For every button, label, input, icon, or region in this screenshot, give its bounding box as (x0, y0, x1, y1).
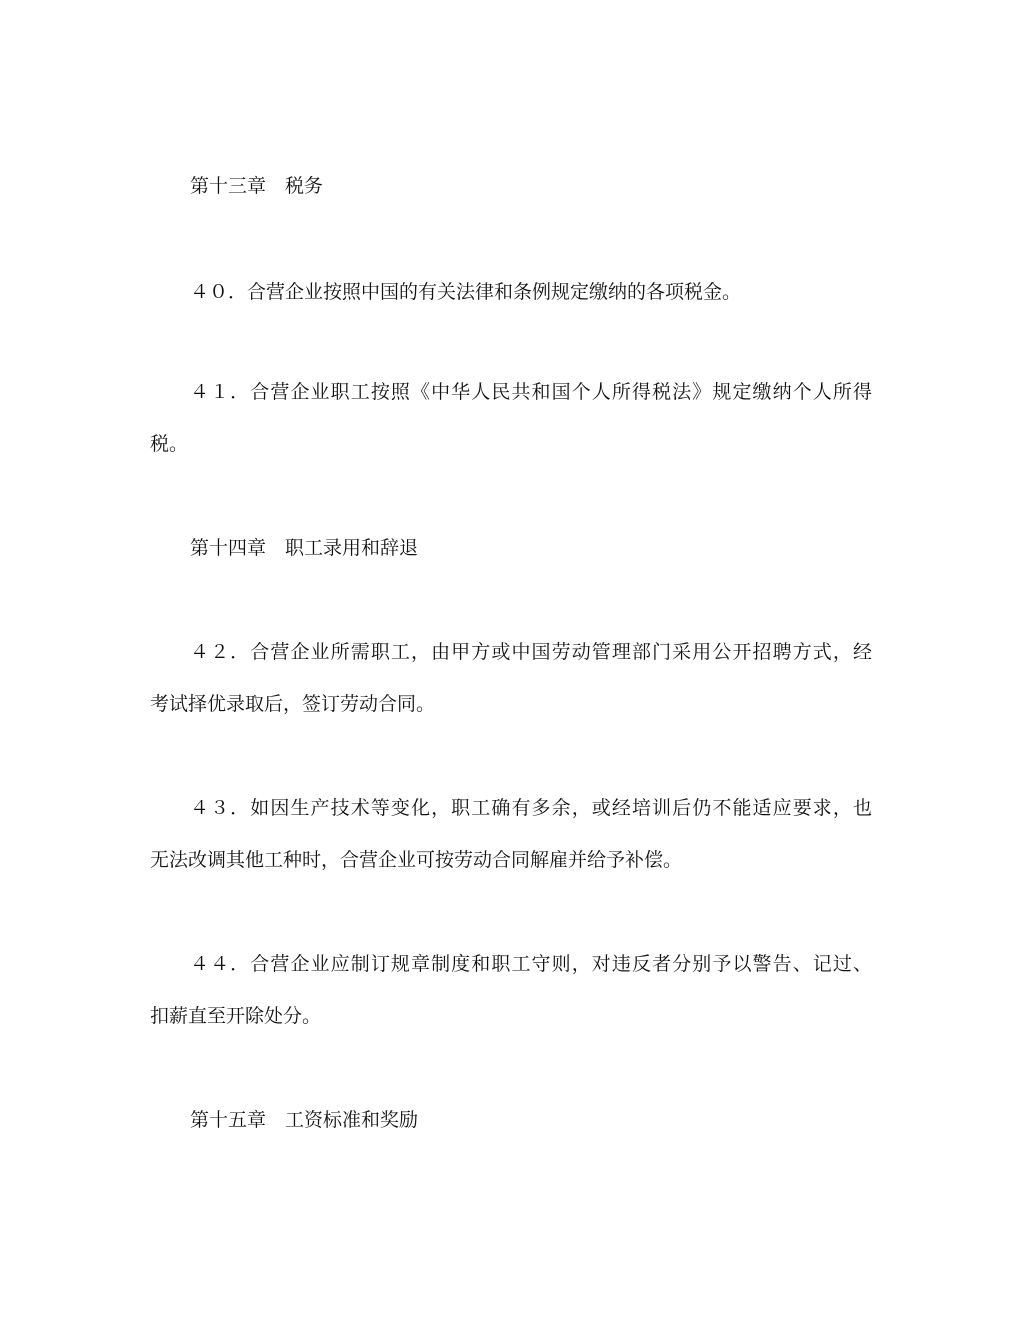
article-41 (150, 366, 872, 470)
article-line: 税。 (150, 433, 189, 455)
article-line: 扣薪直至开除处分。 (150, 1005, 322, 1027)
chapter-13-heading (150, 160, 912, 212)
article-line: ４０．合营企业按照中国的有关法律和条例规定缴纳的各项税金。 (190, 281, 742, 303)
article-line: ４２．合营企业所需职工，由甲方或中国劳动管理部门采用公开招聘方式，经 (190, 641, 872, 663)
article-line: ４３．如因生产技术等变化，职工确有多余，或经培训后仍不能适应要求，也 (190, 797, 872, 819)
article-line: 无法改调其他工种时，合营企业可按劳动合同解雇并给予补偿。 (150, 849, 683, 871)
article-43 (150, 782, 872, 886)
article-40 (150, 266, 912, 318)
chapter-15-heading (150, 1094, 912, 1146)
chapter-title: 第十五章 工资标准和奖励 (190, 1109, 419, 1131)
chapter-title: 第十四章 职工录用和辞退 (190, 537, 419, 559)
article-42 (150, 626, 872, 730)
article-line: ４１．合营企业职工按照《中华人民共和国个人所得税法》规定缴纳个人所得 (190, 381, 872, 403)
chapter-14-heading (150, 522, 912, 574)
article-line: ４４．合营企业应制订规章制度和职工守则，对违反者分别予以警告、记过、 (190, 953, 872, 975)
chapter-title: 第十三章 税务 (190, 175, 324, 197)
article-44 (150, 938, 872, 1042)
article-line: 考试择优录取后，签订劳动合同。 (150, 693, 436, 715)
